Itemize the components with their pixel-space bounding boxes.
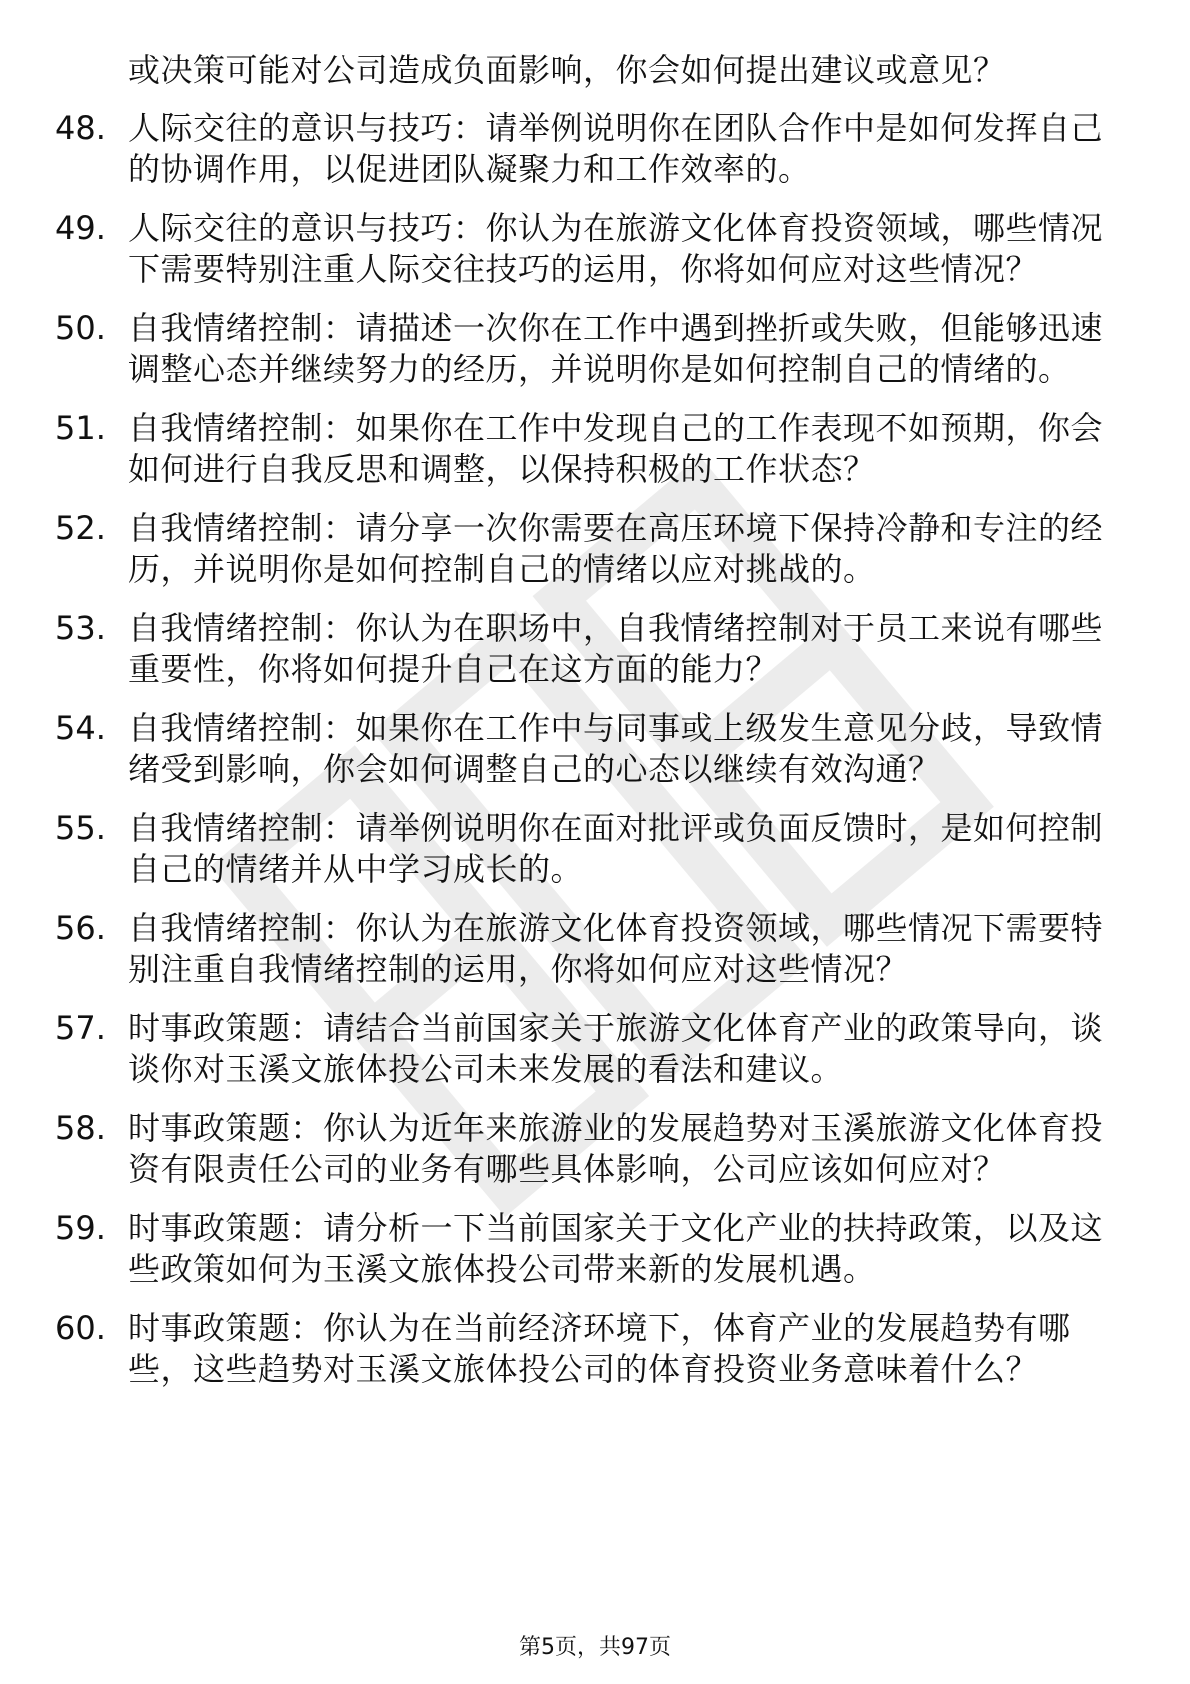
question-number: 54. (55, 709, 106, 747)
question-number: 57. (55, 1009, 106, 1047)
question-text: 时事政策题：你认为在当前经济环境下，体育产业的发展趋势有哪些，这些趋势对玉溪文旅体投公司的体育投资业务意味着什么？ (128, 1309, 1071, 1388)
list-item (0, 108, 1113, 190)
question-number: 48. (55, 109, 106, 147)
question-number: 53. (55, 609, 106, 647)
question-text: 时事政策题：请结合当前国家关于旅游文化体育产业的政策导向，谈谈你对玉溪文旅体投公司未来发展的看法和建议。 (128, 1009, 1104, 1088)
list-item (0, 1208, 1113, 1290)
list-item (0, 1108, 1113, 1190)
list-item (0, 308, 1113, 390)
page-number-footer: 第5页，共97页 (519, 1635, 671, 1660)
question-text: 自我情绪控制：请分享一次你需要在高压环境下保持冷静和专注的经历，并说明你是如何控制自己的情绪以应对挑战的。 (128, 509, 1104, 588)
list-item (0, 208, 1113, 290)
question-text: 时事政策题：你认为近年来旅游业的发展趋势对玉溪旅游文化体育投资有限责任公司的业务有哪些具体影响，公司应该如何应对？ (128, 1109, 1104, 1188)
question-number: 58. (55, 1109, 106, 1147)
question-text: 自我情绪控制：请举例说明你在面对批评或负面反馈时，是如何控制自己的情绪并从中学习成长的。 (128, 809, 1104, 888)
question-number: 49. (55, 209, 106, 247)
list-item (0, 508, 1113, 590)
question-text: 自我情绪控制：如果你在工作中发现自己的工作表现不如预期，你会如何进行自我反思和调整，以保持积极的工作状态？ (128, 409, 1104, 488)
question-number: 60. (55, 1309, 106, 1347)
list-item (0, 708, 1113, 790)
question-text: 自我情绪控制：如果你在工作中与同事或上级发生意见分歧，导致情绪受到影响，你会如何调整自己的心态以继续有效沟通？ (128, 709, 1104, 788)
question-text: 人际交往的意识与技巧：你认为在旅游文化体育投资领域，哪些情况下需要特别注重人际交往技巧的运用，你将如何应对这些情况？ (128, 209, 1104, 288)
question-number: 56. (55, 909, 106, 947)
continued-question-text: 或决策可能对公司造成负面影响，你会如何提出建议或意见？ (128, 51, 1006, 89)
question-number: 50. (55, 309, 106, 347)
question-number: 52. (55, 509, 106, 547)
question-text: 自我情绪控制：请描述一次你在工作中遇到挫折或失败，但能够迅速调整心态并继续努力的经历，并说明你是如何控制自己的情绪的。 (128, 309, 1104, 388)
question-number: 51. (55, 409, 106, 447)
question-text: 时事政策题：请分析一下当前国家关于文化产业的扶持政策，以及这些政策如何为玉溪文旅体投公司带来新的发展机遇。 (128, 1209, 1104, 1288)
list-item (0, 1308, 1113, 1390)
question-text: 自我情绪控制：你认为在旅游文化体育投资领域，哪些情况下需要特别注重自我情绪控制的运用，你将如何应对这些情况？ (128, 909, 1104, 988)
list-item (0, 1008, 1113, 1090)
question-list (0, 108, 1190, 1408)
list-item (0, 608, 1113, 690)
question-text: 自我情绪控制：你认为在职场中，自我情绪控制对于员工来说有哪些重要性，你将如何提升自己在这方面的能力？ (128, 609, 1104, 688)
list-item (0, 808, 1113, 890)
question-number: 55. (55, 809, 106, 847)
question-number: 59. (55, 1209, 106, 1247)
question-text: 人际交往的意识与技巧：请举例说明你在团队合作中是如何发挥自己的协调作用，以促进团队凝聚力和工作效率的。 (128, 109, 1104, 188)
list-item (0, 908, 1113, 990)
list-item (0, 408, 1113, 490)
